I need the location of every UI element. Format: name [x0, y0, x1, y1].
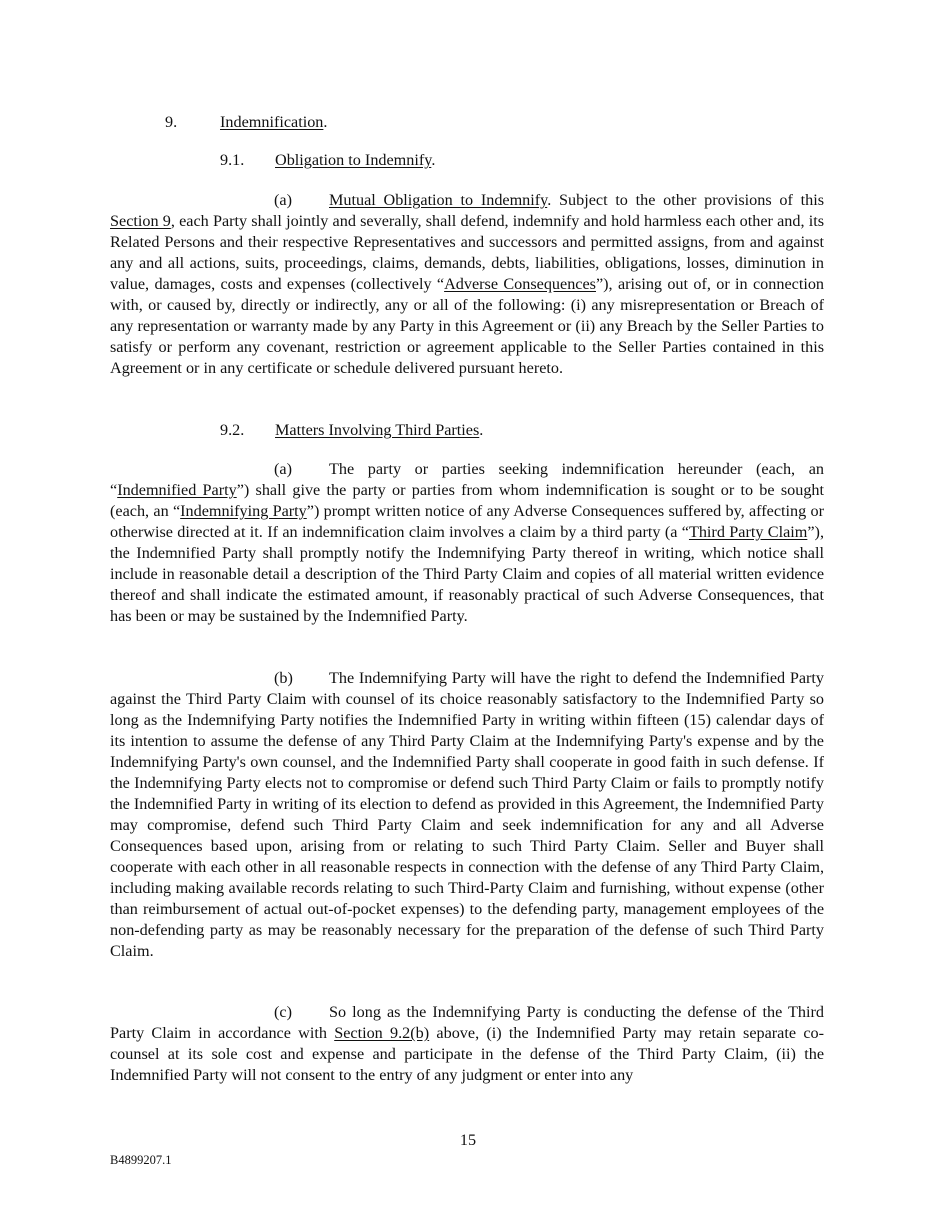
paragraph-text: ”) shall give the party or parties from whom indemnification is sought or to be sought (each, an “: [110, 481, 825, 520]
clause-marker: (a): [274, 460, 292, 478]
clause-marker: (b): [274, 669, 293, 687]
paragraph-text: . Subject to the other provisions of this: [547, 191, 825, 209]
section-reference: Section 9: [110, 212, 171, 230]
section-heading: Indemnification.: [220, 113, 328, 131]
page-number: 15: [459, 1131, 477, 1149]
subsection-title: Obligation to Indemnify: [275, 151, 432, 169]
paragraph-9-2-a: [110, 459, 824, 627]
defined-term: Third Party Claim: [688, 523, 808, 541]
paragraph-text: ”) prompt written notice of any Adverse Consequences suffered by, affecting or otherwise directed at it. If an indemnification claim involves a claim by a third party (a “: [110, 502, 824, 541]
clause-marker: (c): [274, 1003, 292, 1021]
subsection-number: 9.1.: [220, 151, 245, 169]
subsection-heading: Matters Involving Third Parties.: [275, 421, 484, 439]
subsection-heading: Obligation to Indemnify.: [275, 151, 436, 169]
paragraph-text: The Indemnifying Party will have the right to defend the Indemnified Party against the Third Party Claim with counsel of its choice reasonably satisfactory to the Indemnified Party so long as the Indemnifying Party notifies the Indemnified Party in writing within fifteen (15) calendar days of its intention to assume the defense of any Third Party Claim at the Indemnifying Party's expense and by the Indemnifying Party's own counsel, and the Indemnified Party shall cooperate in good faith in such defense. If the Indemnifying Party elects not to compromise or defend such Third Party Claim or fails to promptly notify the Indemnified Party in writing of its election to defend as provided in this Agreement, the Indemnified Party may compromise, defend such Third Party Claim and seek indemnification for any and all Adverse Consequences based upon, arising from or relating to such Third Party Claim. Seller and Buyer shall cooperate with each other in all reasonable respects in connection with the defense of any Third Party Claim, including making available records relating to such Third-Party Claim and furnishing, without expense (other than reimbursement of actual out-of-pocket expenses) to the defending party, management employees of the non-defending party as may be reasonably necessary for the preparation of the defense of such Third Party Claim.: [110, 669, 824, 960]
section-number: 9.: [165, 113, 178, 131]
subsection-number: 9.2.: [220, 421, 245, 439]
subsection-title: Matters Involving Third Parties: [275, 421, 480, 439]
paragraph-text: The party or parties seeking indemnification hereunder (each, an “: [110, 460, 824, 499]
paragraph-text: So long as the Indemnifying Party is conducting the defense of the Third Party Claim in accordance with: [110, 1003, 824, 1042]
paragraph-text: , each Party shall jointly and severally, shall defend, indemnify and hold harmless each other and, its Related Persons and their respective Representatives and successors and permitted assigns, from and against any and all actions, suits, proceedings, claims, demands, debts, liabilities, obligations, losses, diminution in value, damages, costs and expenses (collectively “: [110, 212, 825, 293]
paragraph-text: ”), the Indemnified Party shall promptly notify the Indemnifying Party thereof in writing, which notice shall include in reasonable detail a description of the Third Party Claim and copies of all material written evidence thereof and shall indicate the estimated amount, if reasonably practical of such Adverse Consequences, that has been or may be sustained by the Indemnified Party.: [110, 523, 824, 625]
defined-term: Indemnifying Party: [180, 502, 307, 520]
document-id: B4899207.1: [110, 1153, 172, 1167]
paragraph-9-1-a: [110, 190, 824, 379]
paragraph-text: ”), arising out of, or in connection with, or caused by, directly or indirectly, any or all of the following: (i) any misrepresentation or Breach of any representation or warranty made by any Party in this Agreement or (ii) any Breach by the Seller Parties to satisfy or perform any covenant, restriction or agreement applicable to the Seller Parties contained in this Agreement or in any certificate or schedule delivered pursuant hereto.: [110, 275, 825, 377]
clause-caption: Mutual Obligation to Indemnify: [329, 191, 548, 209]
section-title: Indemnification: [220, 113, 324, 131]
paragraph-9-2-c: [110, 1002, 824, 1086]
section-reference: Section 9.2(b): [334, 1024, 430, 1042]
paragraph-9-2-b: [110, 668, 824, 962]
clause-marker: (a): [274, 191, 292, 209]
paragraph-text: above, (i) the Indemnified Party may retain separate co-counsel at its sole cost and expense and participate in the defense of the Third Party Claim, (ii) the Indemnified Party will not consent to the entry of any judgment or enter into any: [110, 1024, 824, 1084]
defined-term: Adverse Consequences: [444, 275, 596, 293]
defined-term: Indemnified Party: [117, 481, 237, 499]
